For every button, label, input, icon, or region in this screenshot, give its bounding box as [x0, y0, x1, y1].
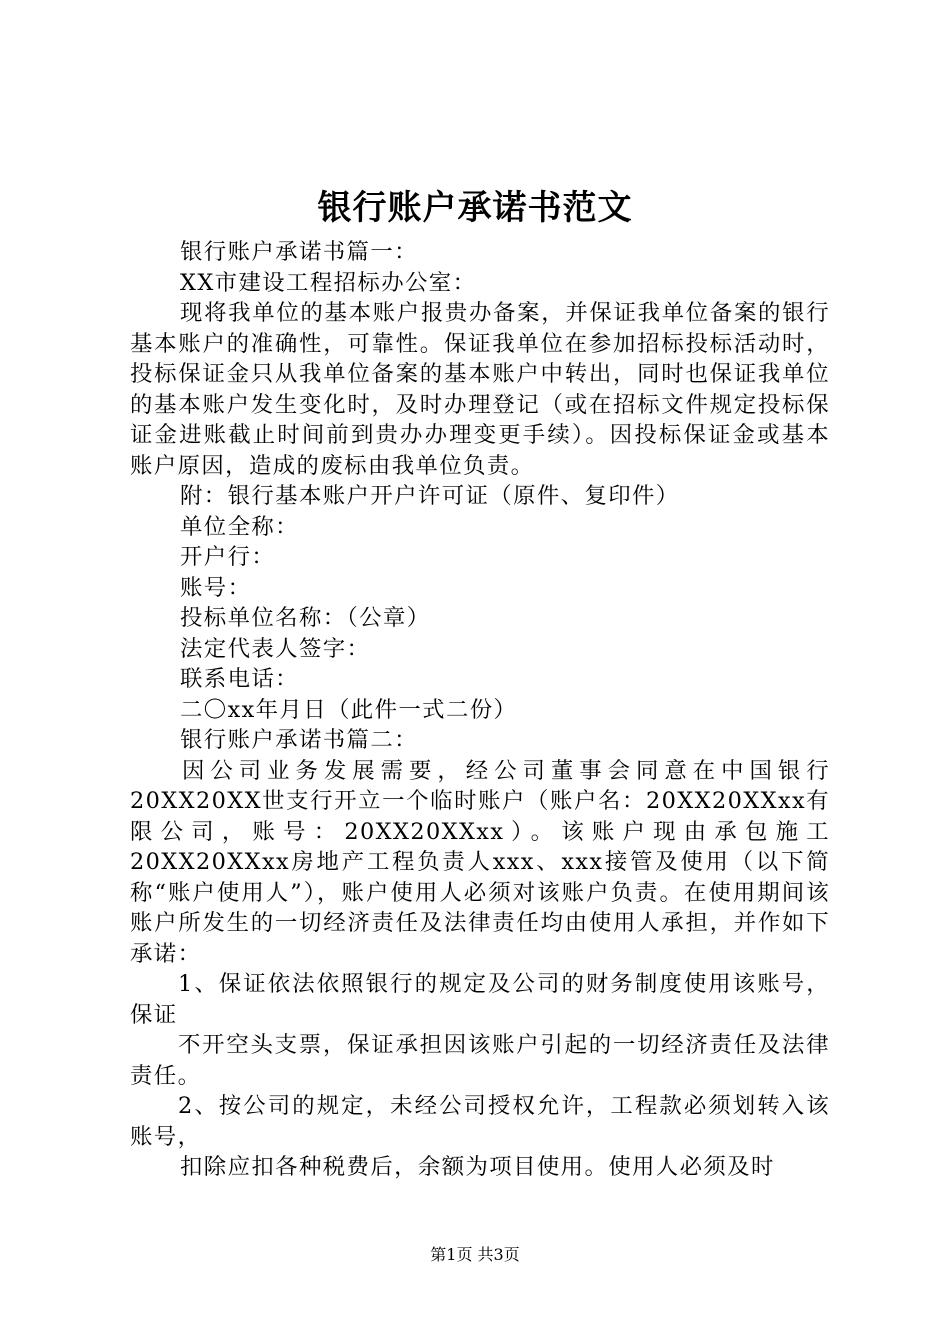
account-paragraph: 因公司业务发展需要，经公司董事会同意在中国银行20XX20XX世支行开立一个临时账户（账户名：20XX20XXxx有限公司，账号：20XX20XXxx）。该账户现由承包施工20XX20XXxx房地产工程负责人xxx、xxx接管及使用（以下简称“账户使用人”），账户使用人必须对该账户负责。在使用期间该账户所发生的一切经济责任及法律责任均由使用人承担，并作如下承诺： [130, 757, 830, 967]
commitment-item-2-continued: 扣除应扣各种税费后，余额为项目使用。使用人必须及时 [180, 1154, 775, 1180]
commitment-item-2: 2、按公司的规定，未经公司授权允许，工程款必须划转入该账号， [130, 1093, 830, 1150]
field-bidder-name: 投标单位名称：（公章） [180, 605, 431, 631]
document-body [130, 237, 830, 1183]
page-footer: 第1页 共3页 [430, 1245, 520, 1264]
document-title: 银行账户承诺书范文 [317, 188, 633, 228]
section-heading-2: 银行账户承诺书篇二： [180, 727, 418, 753]
field-phone: 联系电话： [180, 666, 299, 692]
field-account-number: 账号： [180, 574, 252, 601]
addressee: XX市建设工程招标办公室： [180, 269, 477, 296]
field-unit-name: 单位全称： [180, 513, 299, 540]
field-legal-representative: 法定代表人签字： [180, 635, 371, 662]
commitment-item-1: 1、保证依法依照银行的规定及公司的财务制度使用该账号，保证 [130, 971, 830, 1028]
date-line: 二〇xx年月日（此件一式二份） [180, 696, 518, 723]
commitment-paragraph: 现将我单位的基本账户报贵办备案，并保证我单位备案的银行基本账户的准确性，可靠性。保证我单位在参加招标投标活动时，投标保证金只从我单位备案的基本账户中转出，同时也保证我单位的基本账户发生变化时，及时办理登记（或在招标文件规定投标保证金进账截止时间前到贵办办理变更手续）。因投标保证金或基本账户原因，造成的废标由我单位负责。 [130, 300, 830, 479]
field-bank: 开户行： [180, 544, 276, 570]
section-heading-1: 银行账户承诺书篇一： [180, 239, 418, 265]
commitment-item-1-continued: 不开空头支票，保证承担因该账户引起的一切经济责任及法律责任。 [130, 1032, 830, 1089]
attachment-line: 附：银行基本账户开户许可证（原件、复印件） [180, 483, 680, 509]
